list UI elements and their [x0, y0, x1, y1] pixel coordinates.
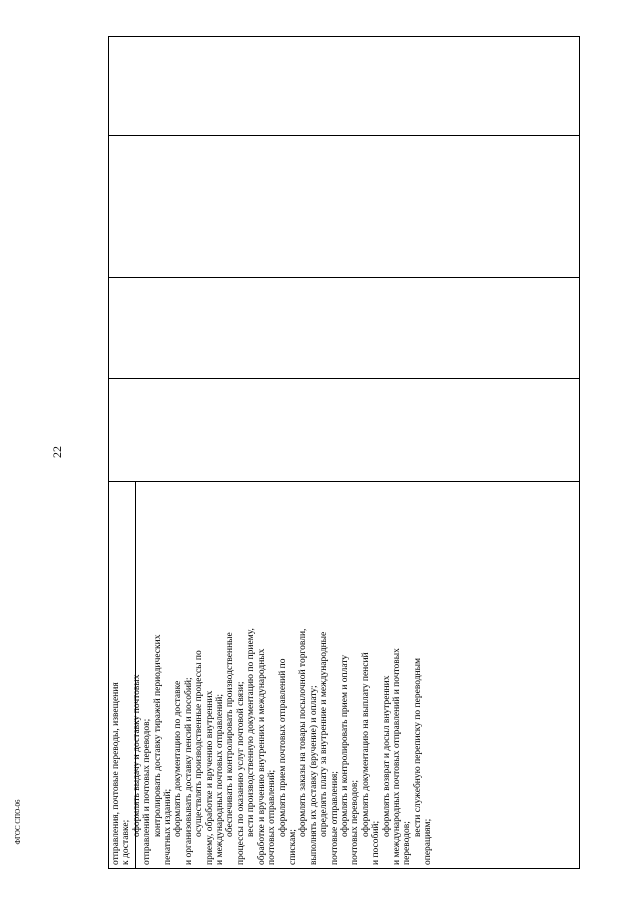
- text-line: и международных почтовых отправлений и почтовых: [391, 648, 402, 865]
- skills-text-block: [108, 481, 434, 869]
- text-line: оформлять возврат и досыл внутренних: [381, 675, 392, 837]
- text-line: оформлять документацию по доставке: [173, 680, 184, 837]
- table-divider: [109, 277, 579, 278]
- text-line: оформлять заказы на товары посылочной торговли,: [298, 628, 309, 837]
- text-line: и организовывать доставку пенсий и пособий;: [183, 677, 194, 865]
- text-line: оформлять и контролировать прием и оплату: [339, 654, 350, 837]
- text-line: оформлять прием почтовых отправлений по: [277, 658, 288, 837]
- document-footer: ФГОС СПО-06: [14, 799, 22, 845]
- text-line: приему, обработке и вручению внутренних: [204, 690, 215, 865]
- text-line: и международных почтовых отправлений;: [215, 694, 226, 865]
- text-line: выполнять их доставку (вручение) и оплату;: [308, 685, 319, 865]
- text-line: отправления, почтовые переводы, извещения: [111, 682, 121, 865]
- text-line: вести производственную документацию по приему,: [246, 628, 257, 837]
- table-cell-skills: [108, 481, 434, 869]
- text-line: обеспечивать и контролировать производственные: [225, 632, 236, 837]
- text-line: оформлять выдачу и доставку почтовых: [131, 674, 142, 837]
- text-line: почтовых отправлений;: [267, 769, 278, 865]
- text-line: вести служебную переписку по переводным: [412, 657, 423, 837]
- text-line: осуществлять производственные процессы по: [194, 650, 205, 837]
- page-number: 22: [50, 446, 64, 458]
- text-line: процессы по оказанию услуг почтовой связи;: [235, 681, 246, 865]
- table-divider: [109, 378, 579, 379]
- text-line: почтовые отправления;: [329, 771, 340, 865]
- text-line: отправлений и почтовых переводов;: [142, 718, 153, 865]
- text-line: обработке и вручению внутренних и международных: [256, 648, 267, 865]
- text-line: переводов;: [402, 821, 413, 865]
- text-line: и пособий;: [371, 820, 382, 865]
- text-line: почтовых переводов;: [350, 779, 361, 865]
- text-line: оформлять документацию на выплату пенсий: [360, 652, 371, 837]
- table-divider: [109, 135, 579, 136]
- text-line: операциям;: [423, 818, 434, 865]
- text-line: спискам;: [287, 829, 298, 865]
- text-line: контролировать доставку тиражей периодических: [152, 634, 163, 837]
- text-line: печатных изданий;: [163, 788, 174, 865]
- text-line: к доставке;: [121, 819, 132, 865]
- text-line: определять плату за внутренние и международные: [319, 631, 330, 837]
